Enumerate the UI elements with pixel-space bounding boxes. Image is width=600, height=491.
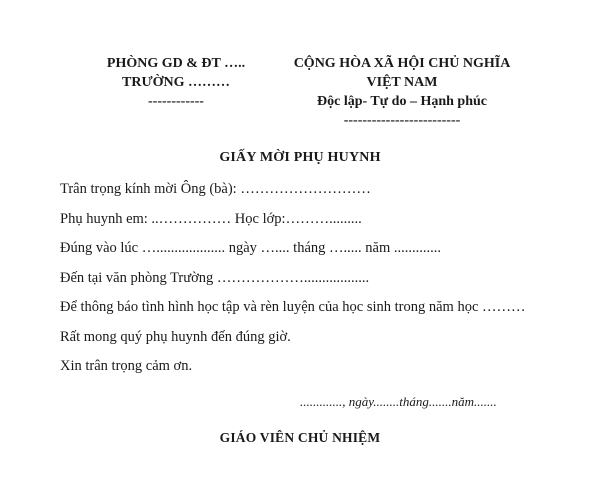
header-left-divider: ------------ xyxy=(148,94,204,109)
header-right-block xyxy=(282,54,522,130)
document-title: GIẤY MỜI PHỤ HUYNH xyxy=(219,150,381,165)
body-line-purpose: Để thông báo tình hình học tập và rèn luyện của học sinh trong năm học ……… xyxy=(60,299,526,315)
body-line-thanks: Xin trân trọng cảm ơn. xyxy=(60,358,193,374)
header-left-block xyxy=(96,54,256,111)
date-line: ............., ngày........tháng.......năm....... xyxy=(300,394,497,409)
document-body xyxy=(60,180,580,387)
body-line-place: Đến tại văn phòng Trường ……………….................. xyxy=(60,269,370,286)
header-right-divider: ------------------------- xyxy=(343,113,461,128)
national-title-line2: VIỆT NAM xyxy=(366,75,438,90)
body-line-time: Đúng vào lúc …................... ngày ….... tháng …..... năm ............. xyxy=(60,240,441,256)
national-motto: Độc lập- Tự do – Hạnh phúc xyxy=(317,94,487,109)
national-title-line1: CỘNG HÒA XÃ HỘI CHỦ NGHĨA xyxy=(293,56,511,71)
body-line-student: Phụ huynh em: ..…………… Học lớp:………......... xyxy=(60,210,362,227)
body-line-punctuality: Rất mong quý phụ huynh đến đúng giờ. xyxy=(60,328,291,345)
signer-title: GIÁO VIÊN CHỦ NHIỆM xyxy=(219,430,381,445)
school-name: TRƯỜNG ……… xyxy=(122,75,230,90)
department-name: PHÒNG GD & ĐT ….. xyxy=(106,56,246,71)
body-line-invitee: Trân trọng kính mời Ông (bà): ……………………… xyxy=(60,181,371,197)
